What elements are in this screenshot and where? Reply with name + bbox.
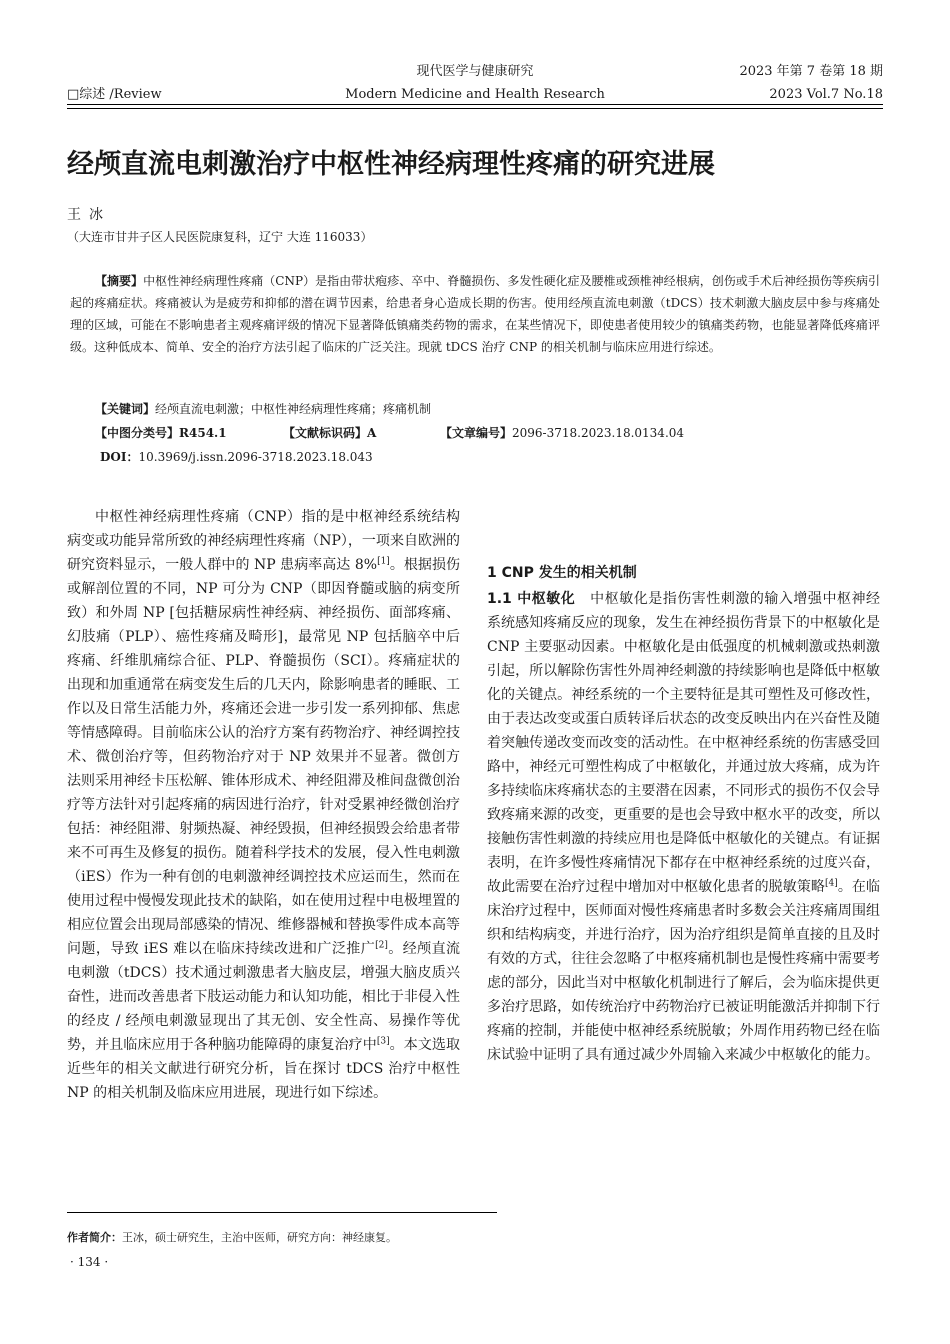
paragraph-intro: 中枢性神经病理性疼痛（CNP）指的是中枢神经系统结构病变或功能异常所致的神经病理性疼痛（NP），一项来自欧洲的研究资料显示，一般人群中的 NP 患病率高达 8%[1]。根据损伤或解剖位置的不同，NP 可分为 CNP（即因脊髓或脑的病变所致）和外周 NP [包括糖尿病性神经病、神经损伤、面部疼痛、幻肢痛（PLP）、癌性疼痛及畸形]，最常见 NP 包括脑卒中后疼痛、纤维肌痛综合征、PLP、脊髓损伤（SCI）。疼痛症状的出现和加重通常在病变发生后的几天内，除影响患者的睡眠、工作以及日常生活能力外，疼痛还会进一步引发一系列抑郁、焦虑等情感障碍。目前临床公认的治疗方案有药物治疗、神经调控技术、微创治疗等，但药物治疗对于 NP 效果并不显著。微创方法则采用神经卡压松解、锥体形成术、神经阻滞及椎间盘微创治疗等方法针对引起疼痛的病因进行治疗，针对受累神经微创治疗包括：神经阻滞、射频热凝、神经毁损，但神经损毁会给患者带来不可再生及修复的损伤。随着科学技术的发展，侵入性电刺激（iES）作为一种有创的电刺激神经调控技术应运而生，然而在使用过程中慢慢发现此技术的缺陷，如在使用过程中电极埋置的相应位置会出现局部感染的情况、维修器械和替换零件成本高等问题，导致 iES 难以在临床持续改进和广泛推广[2]。经颅直流电刺激（tDCS）技术通过刺激患者大脑皮层，增强大脑皮质兴奋性，进而改善患者下肢运动能力和认知功能，相比于非侵入性的经皮 / 经颅电刺激显现出了其无创、安全性高、易操作等优势，并且临床应用于各种脑功能障碍的康复治疗中[3]。本文选取近些年的相关文献进行研究分析，旨在探讨 tDCS 治疗中枢性 NP 的相关机制及临床应用进展，现进行如下综述。 bbox=[67, 509, 461, 1101]
citation-4[interactable]: [4] bbox=[825, 878, 838, 889]
issue-en: 2023 Vol.7 No.18 bbox=[769, 87, 883, 102]
abstract-text: 中枢性神经病理性疼痛（CNP）是指由带状疱疹、卒中、脊髓损伤、多发性硬化症及腰椎或颈椎神经根病，创伤或手术后神经损伤等疾病引起的疼痛症状。疼痛被认为是疲劳和抑郁的潜在调节因素，给患者身心造成长期的伤害。使用经颅直流电刺激（tDCS）技术刺激大脑皮层中参与疼痛处理的区域，可能在不影响患者主观疼痛评级的情况下显著降低镇痛类药物的需求，在某些情况下，即使患者使用较少的镇痛类药物，也能显著降低疼痛评级。这种低成本、简单、安全的治疗方法引起了临床的广泛关注。现就 tDCS 治疗 CNP 的相关机制与临床应用进行综述。 bbox=[70, 274, 880, 354]
article-number: 【文章编号】2096-3718.2023.18.0134.04 bbox=[440, 426, 685, 440]
paragraph-central-sensitization: 1.1 中枢敏化 中枢敏化是指伤害性刺激的输入增强中枢神经系统感知疼痛反应的现象，发生在神经损伤背景下的中枢敏化是 CNP 主要驱动因素。中枢敏化是由低强度的机械刺激或热刺激引起，所以解除伤害性外周神经刺激的持续影响也是降低中枢敏化的关键点。神经系统的一个主要特征是其可塑性及可修改性，由于表达改变或蛋白质转译后状态的改变反映出内在兴奋性及随着突触传递改变而改变的活动性。在中枢神经系统的伤害感受回路中，神经元可塑性构成了中枢敏化，并通过放大疼痛，成为许多持续临床疼痛状态的主要潜在因素，不同形式的损伤不仅会导致疼痛来源的改变，更重要的是也会导致中枢水平的改变，所以接触伤害性刺激的持续应用也是降低中枢敏化的关键点。有证据表明，在许多慢性疼痛情况下都存在中枢神经系统的过度兴奋，故此需要在治疗过程中增加对中枢敏化患者的脱敏策略[4]。在临床治疗过程中，医师面对慢性疼痛患者时多数会关注疼痛周围组织和结构病变，并进行治疗，因为治疗组织是简单直接的且及时有效的方式，往往会忽略了中枢疼痛机制也是慢性疼痛中需要考虑的部分，因此当对中枢敏化机制进行了解后，会为临床提供更多治疗思路，如传统治疗中药物治疗已被证明能激活并抑制下行疼痛的控制，并能使中枢神经系统脱敏；外周作用药物已经在临床试验中证明了具有通过减少外周输入来减少中枢敏化的能力。 bbox=[487, 591, 880, 1063]
author-note: 作者简介：王冰，硕士研究生，主治中医师，研究方向：神经康复。 bbox=[67, 1231, 397, 1244]
article-title: 经颅直流电刺激治疗中枢性神经病理性疼痛的研究进展 bbox=[67, 149, 715, 180]
abstract-label: 【摘要】 bbox=[95, 274, 144, 288]
doi: DOI：10.3969/j.issn.2096-3718.2023.18.043 bbox=[100, 450, 373, 464]
body-right-column bbox=[487, 506, 880, 1067]
subsection-1-1-heading: 1.1 中枢敏化 bbox=[487, 591, 576, 607]
keywords-text: 经颅直流电刺激；中枢性神经病理性疼痛；疼痛机制 bbox=[155, 402, 432, 416]
citation-3[interactable]: [3] bbox=[376, 1036, 390, 1047]
document-code: 【文献标识码】A bbox=[283, 426, 377, 440]
citation-1[interactable]: [1] bbox=[377, 556, 390, 567]
issue-cn: 2023 年第 7 卷第 18 期 bbox=[739, 64, 883, 79]
page-number: · 134 · bbox=[70, 1255, 109, 1269]
header-rule-thick bbox=[67, 104, 883, 105]
citation-2[interactable]: [2] bbox=[375, 940, 388, 951]
header-rule-thin bbox=[67, 108, 883, 109]
section-1-heading: 1 CNP 发生的相关机制 bbox=[487, 565, 637, 581]
footnote-rule bbox=[67, 1212, 497, 1213]
author-name: 王冰 bbox=[67, 207, 111, 223]
body-left-column bbox=[67, 505, 460, 1105]
abstract bbox=[70, 270, 880, 358]
journal-name-en: Modern Medicine and Health Research bbox=[345, 87, 605, 102]
journal-name-cn: 现代医学与健康研究 bbox=[416, 64, 534, 79]
clc-number: 【中图分类号】R454.1 bbox=[95, 426, 227, 440]
section-label: □综述 /Review bbox=[67, 87, 162, 102]
keywords bbox=[95, 399, 431, 419]
keywords-label: 【关键词】 bbox=[95, 402, 156, 416]
author-affiliation: （大连市甘井子区人民医院康复科，辽宁 大连 116033） bbox=[67, 230, 373, 244]
